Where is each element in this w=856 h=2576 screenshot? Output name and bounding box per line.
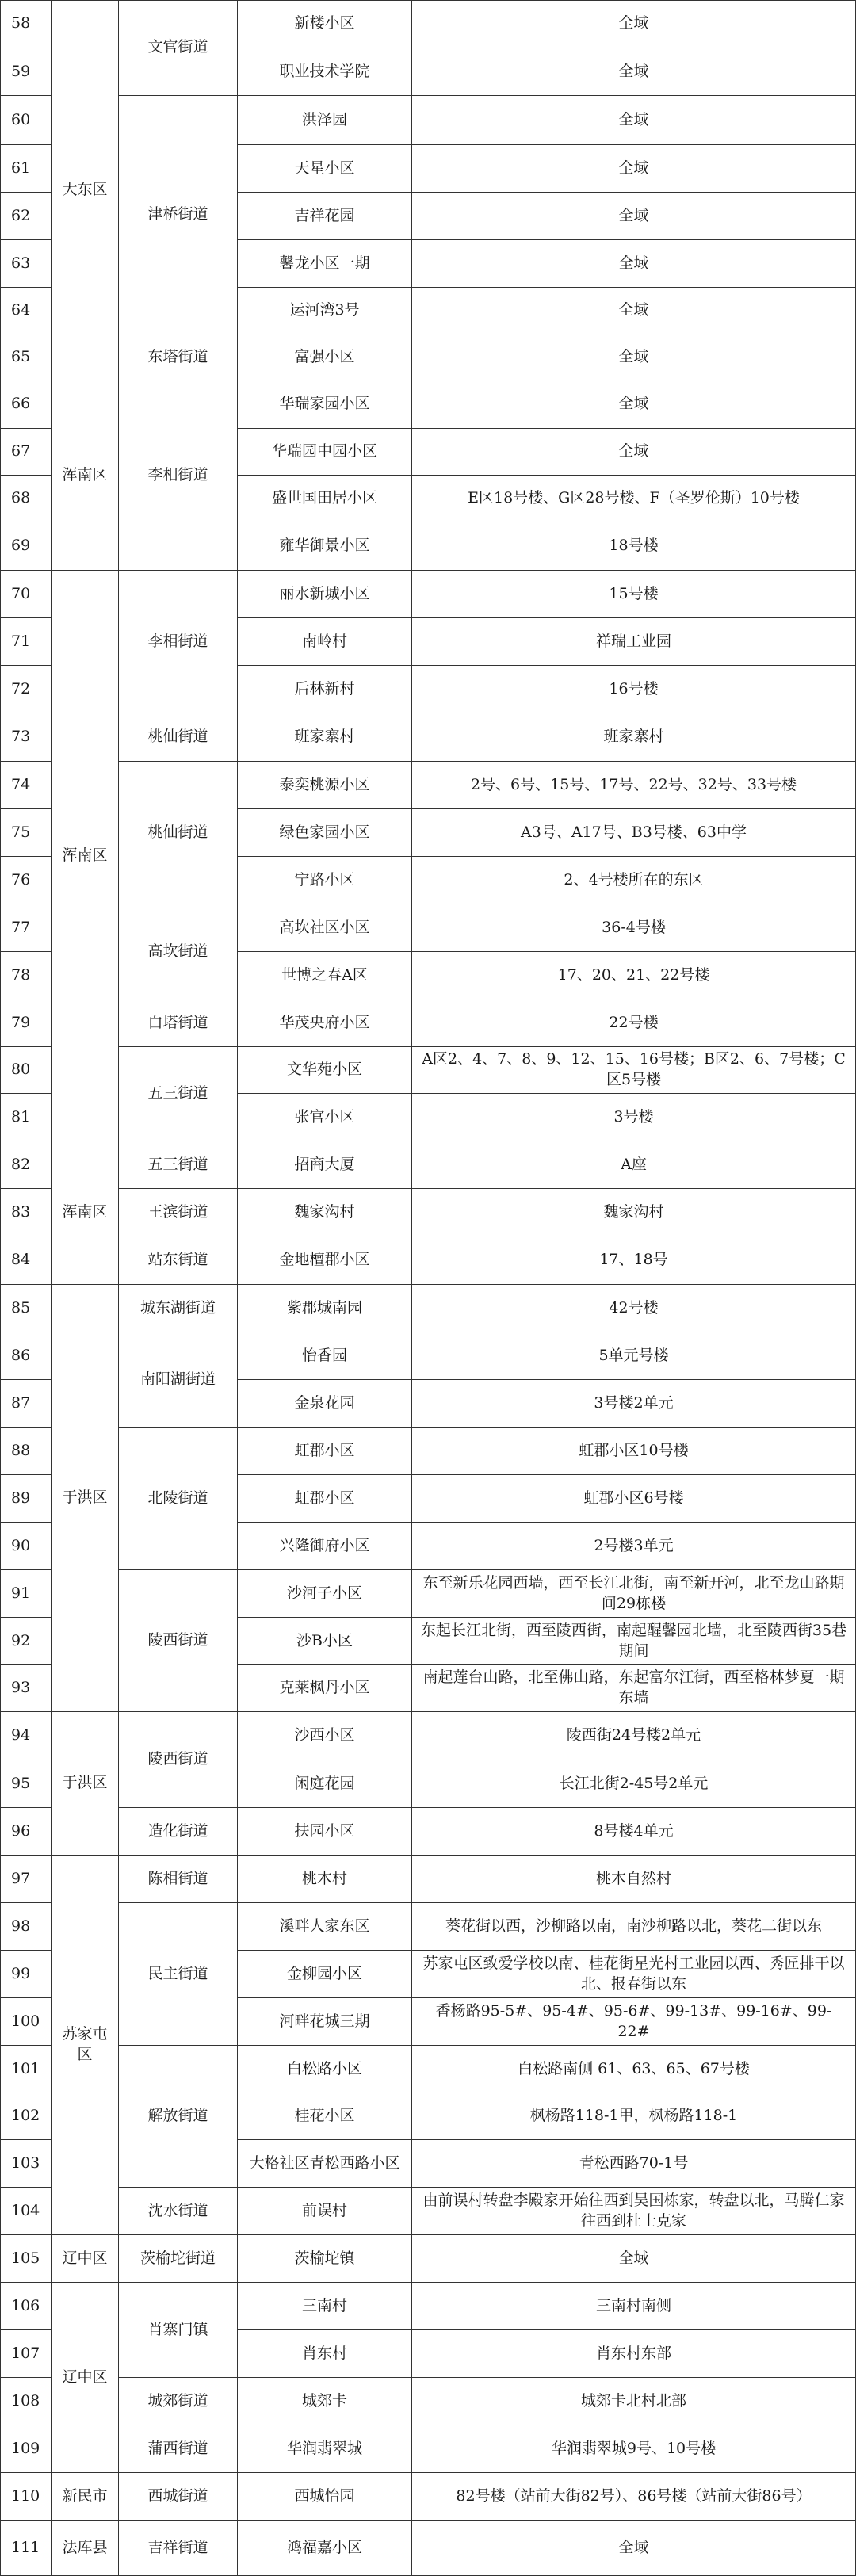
community-name: 沙西小区 [238, 1712, 412, 1760]
community-name: 茨榆坨镇 [238, 2235, 412, 2283]
row-number: 92 [0, 1618, 52, 1665]
street-cell: 陈相街道 [119, 1856, 238, 1903]
row-number: 64 [0, 288, 52, 334]
control-scope: 南起莲台山路，北至佛山路，东起富尔江街，西至格林梦夏一期东墙 [412, 1665, 856, 1712]
street-cell: 北陵街道 [119, 1428, 238, 1570]
row-number: 76 [0, 857, 52, 904]
community-name: 桂花小区 [238, 2093, 412, 2140]
community-name: 华润翡翠城 [238, 2425, 412, 2473]
control-scope: 全域 [412, 334, 856, 380]
control-scope: 苏家屯区致爱学校以南、桂花街星光村工业园以西、秀匠排干以北、报春街以东 [412, 1951, 856, 1998]
row-number: 94 [0, 1712, 52, 1760]
street-cell: 桃仙街道 [119, 713, 238, 762]
control-scope: 36-4号楼 [412, 904, 856, 952]
district-cell: 辽中区 [52, 2235, 119, 2283]
community-name: 大格社区青松西路小区 [238, 2140, 412, 2188]
district-cell: 浑南区 [52, 1141, 119, 1285]
community-name: 魏家沟村 [238, 1189, 412, 1236]
control-scope: 3号楼 [412, 1094, 856, 1141]
community-name: 怡香园 [238, 1332, 412, 1380]
community-name: 克莱枫丹小区 [238, 1665, 412, 1712]
community-name: 泰奕桃源小区 [238, 762, 412, 809]
control-scope: 三南村南侧 [412, 2283, 856, 2330]
control-scope: 祥瑞工业园 [412, 618, 856, 666]
row-number: 104 [0, 2188, 52, 2235]
control-scope: E区18号楼、G区28号楼、F（圣罗伦斯）10号楼 [412, 476, 856, 522]
control-scope: 全域 [412, 145, 856, 193]
district-cell: 于洪区 [52, 1285, 119, 1712]
community-name: 沙河子小区 [238, 1570, 412, 1618]
row-number: 93 [0, 1665, 52, 1712]
row-number: 62 [0, 193, 52, 240]
district-cell: 浑南区 [52, 380, 119, 571]
community-name: 虹郡小区 [238, 1475, 412, 1523]
community-name: 高坎社区小区 [238, 904, 412, 952]
street-cell: 东塔街道 [119, 334, 238, 380]
control-scope: 桃木自然村 [412, 1856, 856, 1903]
street-cell: 南阳湖街道 [119, 1332, 238, 1428]
row-number: 103 [0, 2140, 52, 2188]
control-scope: 全域 [412, 0, 856, 48]
row-number: 73 [0, 713, 52, 762]
control-scope: 全域 [412, 2235, 856, 2283]
community-name: 河畔花城三期 [238, 1998, 412, 2046]
street-cell: 津桥街道 [119, 96, 238, 334]
control-scope: 15号楼 [412, 571, 856, 618]
control-scope: A3号、A17号、B3号楼、63中学 [412, 809, 856, 857]
control-scope: 白松路南侧 61、63、65、67号楼 [412, 2046, 856, 2093]
community-name: 职业技术学院 [238, 48, 412, 96]
row-number: 89 [0, 1475, 52, 1523]
row-number: 63 [0, 240, 52, 288]
control-scope: 5单元号楼 [412, 1332, 856, 1380]
street-cell: 西城街道 [119, 2473, 238, 2521]
community-name: 桃木村 [238, 1856, 412, 1903]
row-number: 74 [0, 762, 52, 809]
row-number: 65 [0, 334, 52, 380]
street-cell: 王滨街道 [119, 1189, 238, 1236]
street-cell: 茨榆坨街道 [119, 2235, 238, 2283]
control-scope: 东至新乐花园西墙，西至长江北街，南至新开河，北至龙山路期间29栋楼 [412, 1570, 856, 1618]
community-name: 溪畔人家东区 [238, 1903, 412, 1951]
row-number: 87 [0, 1380, 52, 1428]
row-number: 108 [0, 2378, 52, 2425]
district-cell: 浑南区 [52, 571, 119, 1141]
community-name: 宁路小区 [238, 857, 412, 904]
district-cell: 于洪区 [52, 1712, 119, 1856]
street-cell: 桃仙街道 [119, 762, 238, 904]
control-scope: 全域 [412, 96, 856, 145]
district-cell: 辽中区 [52, 2283, 119, 2473]
community-name: 馨龙小区一期 [238, 240, 412, 288]
control-scope: 82号楼（站前大街82号）、86号楼（站前大街86号） [412, 2473, 856, 2521]
control-scope: 2、4号楼所在的东区 [412, 857, 856, 904]
community-name: 盛世国田居小区 [238, 476, 412, 522]
control-scope: 22号楼 [412, 999, 856, 1047]
row-number: 96 [0, 1808, 52, 1856]
community-name: 文华苑小区 [238, 1047, 412, 1094]
control-scope: 葵花街以西，沙柳路以南，南沙柳路以北，葵花二街以东 [412, 1903, 856, 1951]
control-scope: 班家寨村 [412, 713, 856, 762]
street-cell: 五三街道 [119, 1047, 238, 1141]
district-cell: 大东区 [52, 0, 119, 380]
control-scope: 华润翡翠城9号、10号楼 [412, 2425, 856, 2473]
row-number: 72 [0, 666, 52, 713]
control-scope: 16号楼 [412, 666, 856, 713]
control-scope: 全域 [412, 429, 856, 476]
control-scope: 全域 [412, 240, 856, 288]
control-scope: 全域 [412, 288, 856, 334]
row-number: 70 [0, 571, 52, 618]
community-name: 虹郡小区 [238, 1428, 412, 1475]
community-name: 华瑞家园小区 [238, 380, 412, 429]
control-scope: 17、20、21、22号楼 [412, 952, 856, 999]
row-number: 111 [0, 2521, 52, 2576]
street-cell: 肖寨门镇 [119, 2283, 238, 2378]
street-cell: 造化街道 [119, 1808, 238, 1856]
community-name: 扶园小区 [238, 1808, 412, 1856]
row-number: 78 [0, 952, 52, 999]
community-name: 丽水新城小区 [238, 571, 412, 618]
community-name: 城郊卡 [238, 2378, 412, 2425]
row-number: 98 [0, 1903, 52, 1951]
street-cell: 白塔街道 [119, 999, 238, 1047]
control-scope: 全域 [412, 48, 856, 96]
control-scope: 由前误村转盘李殿家开始往西到吴国栋家，转盘以北，马腾仁家往西到杜士克家 [412, 2188, 856, 2235]
street-cell: 沈水街道 [119, 2188, 238, 2235]
street-cell: 解放街道 [119, 2046, 238, 2188]
control-scope: 8号楼4单元 [412, 1808, 856, 1856]
row-number: 60 [0, 96, 52, 145]
control-scope: 虹郡小区10号楼 [412, 1428, 856, 1475]
street-cell: 吉祥街道 [119, 2521, 238, 2576]
control-scope: A区2、4、7、8、9、12、15、16号楼；B区2、6、7号楼；C区5号楼 [412, 1047, 856, 1094]
control-scope: 肖东村东部 [412, 2330, 856, 2378]
street-cell: 陵西街道 [119, 1570, 238, 1712]
row-number: 90 [0, 1523, 52, 1570]
community-name: 雍华御景小区 [238, 522, 412, 571]
row-number: 75 [0, 809, 52, 857]
control-scope: 全域 [412, 380, 856, 429]
community-name: 招商大厦 [238, 1141, 412, 1189]
control-scope: 陵西街24号楼2单元 [412, 1712, 856, 1760]
community-name: 兴隆御府小区 [238, 1523, 412, 1570]
control-scope: 17、18号 [412, 1236, 856, 1285]
row-number: 71 [0, 618, 52, 666]
row-number: 77 [0, 904, 52, 952]
control-scope: A座 [412, 1141, 856, 1189]
community-name: 三南村 [238, 2283, 412, 2330]
community-name: 张官小区 [238, 1094, 412, 1141]
community-name: 班家寨村 [238, 713, 412, 762]
community-name: 富强小区 [238, 334, 412, 380]
row-number: 102 [0, 2093, 52, 2140]
community-name: 世博之春A区 [238, 952, 412, 999]
community-name: 绿色家园小区 [238, 809, 412, 857]
control-scope: 香杨路95-5#、95-4#、95-6#、99-13#、99-16#、99-22# [412, 1998, 856, 2046]
community-name: 天星小区 [238, 145, 412, 193]
row-number: 67 [0, 429, 52, 476]
community-name: 后林新村 [238, 666, 412, 713]
street-cell: 站东街道 [119, 1236, 238, 1285]
community-name: 肖东村 [238, 2330, 412, 2378]
street-cell: 李相街道 [119, 571, 238, 713]
row-number: 101 [0, 2046, 52, 2093]
district-cell: 法库县 [52, 2521, 119, 2576]
street-cell: 陵西街道 [119, 1712, 238, 1808]
row-number: 109 [0, 2425, 52, 2473]
row-number: 82 [0, 1141, 52, 1189]
street-cell: 高坎街道 [119, 904, 238, 999]
row-number: 84 [0, 1236, 52, 1285]
control-scope: 全域 [412, 193, 856, 240]
street-cell: 李相街道 [119, 380, 238, 571]
community-name: 新楼小区 [238, 0, 412, 48]
control-scope: 2号楼3单元 [412, 1523, 856, 1570]
row-number: 110 [0, 2473, 52, 2521]
row-number: 69 [0, 522, 52, 571]
row-number: 58 [0, 0, 52, 48]
row-number: 105 [0, 2235, 52, 2283]
row-number: 91 [0, 1570, 52, 1618]
row-number: 59 [0, 48, 52, 96]
control-scope: 18号楼 [412, 522, 856, 571]
community-name: 金地檀郡小区 [238, 1236, 412, 1285]
street-cell: 五三街道 [119, 1141, 238, 1189]
control-scope: 2号、6号、15号、17号、22号、32号、33号楼 [412, 762, 856, 809]
row-number: 66 [0, 380, 52, 429]
community-name: 金柳园小区 [238, 1951, 412, 1998]
community-name: 南岭村 [238, 618, 412, 666]
row-number: 68 [0, 476, 52, 522]
street-cell: 城东湖街道 [119, 1285, 238, 1332]
control-scope: 长江北街2-45号2单元 [412, 1760, 856, 1808]
community-name: 白松路小区 [238, 2046, 412, 2093]
community-name: 华茂央府小区 [238, 999, 412, 1047]
control-scope: 东起长江北街，西至陵西街，南起醒馨园北墙，北至陵西街35巷期间 [412, 1618, 856, 1665]
row-number: 99 [0, 1951, 52, 1998]
community-name: 运河湾3号 [238, 288, 412, 334]
row-number: 80 [0, 1047, 52, 1094]
district-cell: 新民市 [52, 2473, 119, 2521]
row-number: 83 [0, 1189, 52, 1236]
row-number: 86 [0, 1332, 52, 1380]
row-number: 88 [0, 1428, 52, 1475]
control-scope: 42号楼 [412, 1285, 856, 1332]
control-scope: 青松西路70-1号 [412, 2140, 856, 2188]
community-name: 吉祥花园 [238, 193, 412, 240]
street-cell: 城郊街道 [119, 2378, 238, 2425]
street-cell: 蒲西街道 [119, 2425, 238, 2473]
row-number: 79 [0, 999, 52, 1047]
community-name: 紫郡城南园 [238, 1285, 412, 1332]
row-number: 106 [0, 2283, 52, 2330]
community-name: 西城怡园 [238, 2473, 412, 2521]
street-cell: 文官街道 [119, 0, 238, 96]
community-name: 洪泽园 [238, 96, 412, 145]
row-number: 100 [0, 1998, 52, 2046]
row-number: 97 [0, 1856, 52, 1903]
district-cell: 苏家屯区 [52, 1856, 119, 2235]
control-scope: 枫杨路118-1甲，枫杨路118-1 [412, 2093, 856, 2140]
control-scope: 虹郡小区6号楼 [412, 1475, 856, 1523]
community-name: 前误村 [238, 2188, 412, 2235]
community-name: 沙B小区 [238, 1618, 412, 1665]
control-scope: 城郊卡北村北部 [412, 2378, 856, 2425]
row-number: 85 [0, 1285, 52, 1332]
row-number: 95 [0, 1760, 52, 1808]
control-scope: 魏家沟村 [412, 1189, 856, 1236]
community-name: 华瑞园中园小区 [238, 429, 412, 476]
control-scope: 3号楼2单元 [412, 1380, 856, 1428]
row-number: 81 [0, 1094, 52, 1141]
community-name: 闲庭花园 [238, 1760, 412, 1808]
control-scope: 全域 [412, 2521, 856, 2576]
community-name: 鸿福嘉小区 [238, 2521, 412, 2576]
community-name: 金泉花园 [238, 1380, 412, 1428]
row-number: 107 [0, 2330, 52, 2378]
row-number: 61 [0, 145, 52, 193]
street-cell: 民主街道 [119, 1903, 238, 2046]
